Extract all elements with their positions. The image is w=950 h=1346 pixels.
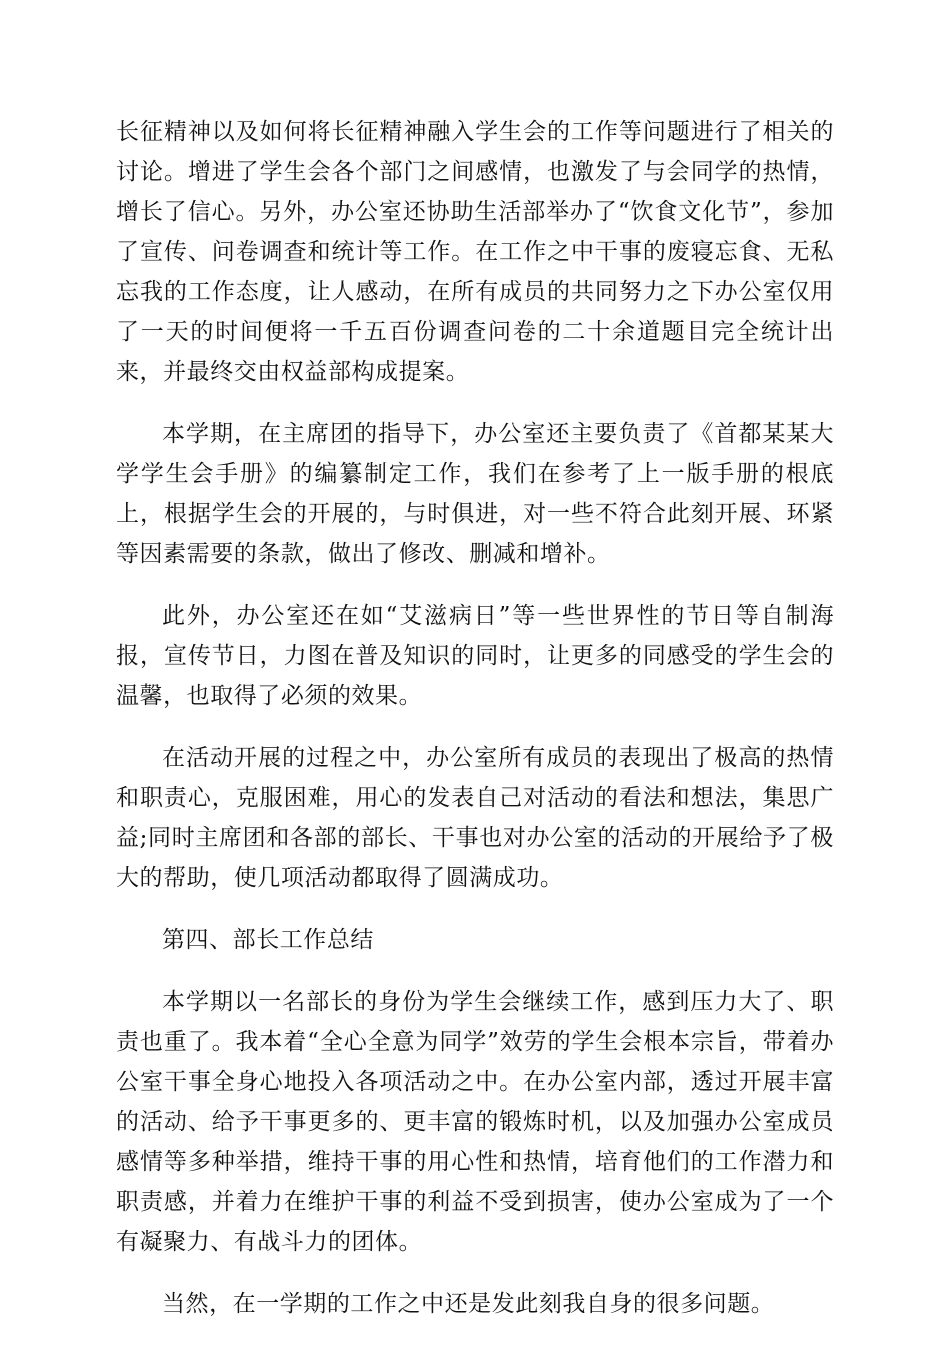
- document-body: [116, 112, 834, 1346]
- paragraph-4: 在活动开展的过程之中，办公室所有成员的表现出了极高的热情和职责心，克服困难，用心的发表自己对活动的看法和想法，集思广益;同时主席团和各部的部长、干事也对办公室的活动的开展给予了极大的帮助，使几项活动都取得了圆满成功。: [116, 745, 834, 891]
- paragraph-1: 长征精神以及如何将长征精神融入学生会的工作等问题进行了相关的讨论。增进了学生会各个部门之间感情，也激发了与会同学的热情，增长了信心。另外，办公室还协助生活部举办了“饮食文化节”，参加了宣传、问卷调查和统计等工作。在工作之中干事的废寝忘食、无私忘我的工作态度，让人感动，在所有成员的共同努力之下办公室仅用了一天的时间便将一千五百份调查问卷的二十余道题目完全统计出来，并最终交由权益部构成提案。: [116, 119, 834, 385]
- paragraph-5: 本学期以一名部长的身份为学生会继续工作，感到压力大了、职责也重了。我本着“全心全意为同学”效劳的学生会根本宗旨，带着办公室干事全身心地投入各项活动之中。在办公室内部，透过开展丰富的活动、给予干事更多的、更丰富的锻炼时机，以及加强办公室成员感情等多种举措，维持干事的用心性和热情，培育他们的工作潜力和职责感，并着力在维护干事的利益不受到损害，使办公室成为了一个有凝聚力、有战斗力的团体。: [116, 989, 834, 1255]
- paragraph-3: 此外，办公室还在如“艾滋病日”等一些世界性的节日等自制海报，宣传节日，力图在普及知识的同时，让更多的同感受的学生会的温馨，也取得了必须的效果。: [116, 603, 834, 709]
- paragraph-2: 本学期，在主席团的指导下，办公室还主要负责了《首都某某大学学生会手册》的编纂制定工作，我们在参考了上一版手册的根底上，根据学生会的开展的，与时俱进，对一些不符合此刻开展、环紧等因素需要的条款，做出了修改、删减和增补。: [116, 421, 834, 567]
- paragraph-6: 当然，在一学期的工作之中还是发此刻我自身的很多问题。: [162, 1291, 775, 1317]
- section-heading: 第四、部长工作总结: [162, 927, 374, 953]
